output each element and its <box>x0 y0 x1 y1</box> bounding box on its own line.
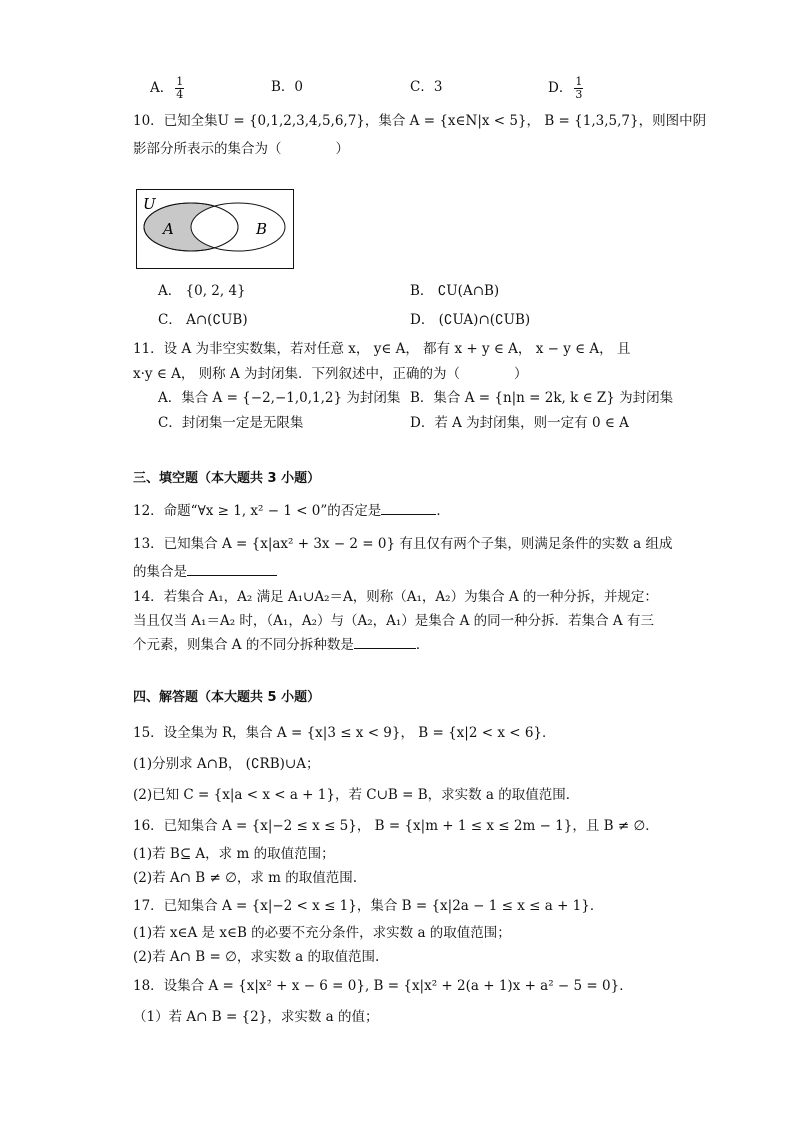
q11-stem-line2: x·y ∈ A， 则称 A 为封闭集．下列叙述中，正确的为（ ） <box>133 366 528 382</box>
q10-option-a: A． {0, 2, 4} <box>158 283 246 299</box>
section-heading-fill-in: 三、填空题（本大题共 3 小题） <box>133 471 321 486</box>
q11-option-b: B．集合 A = {n|n = 2k, k ∈ Z} 为封闭集 <box>410 390 674 406</box>
option-a <box>150 76 184 101</box>
q10-option-b: B． ∁U(A∩B) <box>410 283 500 299</box>
option-b: B．0 <box>271 79 304 95</box>
q18-part1: （1）若 A∩ B = {2}，求实数 a 的值； <box>133 1009 379 1025</box>
set-b-label: B <box>256 220 268 238</box>
q10-stem-line2: 影部分所表示的集合为（ ） <box>133 141 349 157</box>
venn-diagram <box>136 189 296 271</box>
section-heading-answer: 四、解答题（本大题共 5 小题） <box>133 690 321 705</box>
fraction-one-third: $\frac{1}{3}$ <box>575 75 583 101</box>
q13-stem-line2: 的集合是 <box>133 563 277 581</box>
q14-stem-line2: 当且仅当 A₁＝A₂ 时，（A₁，A₂）与（A₂，A₁）是集合 A 的同一种分拆．若集合 A 有三 <box>133 613 654 629</box>
q12-stem: 12．命题“∀x ≥ 1, x² − 1 < 0”的否定是 ． <box>133 503 450 519</box>
q11-stem-line1: 11．设 A 为非空实数集，若对任意 x， y∈ A， 都有 x + y ∈ A， x − y ∈ A， 且 <box>133 341 631 357</box>
q17-part2: (2)若 A∩ B = ∅，求实数 a 的取值范围. <box>133 949 380 965</box>
q13-stem-line1: 13．已知集合 A = {x|ax² + 3x − 2 = 0} 有且仅有两个子集，则满足条件的实数 a 组成 <box>133 536 673 552</box>
q17-stem: 17．已知集合 A = {x|−2 < x ≤ 1}，集合 B = {x|2a − 1 ≤ x ≤ a + 1}． <box>133 898 604 914</box>
answer-blank <box>354 636 416 649</box>
q14-stem-line1: 14．若集合 A₁，A₂ 满足 A₁∪A₂＝A，则称（A₁，A₂）为集合 A 的一种分拆，并规定： <box>133 589 658 605</box>
set-a-label: A <box>163 220 174 238</box>
option-c: C．3 <box>410 79 443 95</box>
q16-stem: 16．已知集合 A = {x|−2 ≤ x ≤ 5}， B = {x|m + 1 ≤ x ≤ 2m − 1}，且 B ≠ ∅． <box>133 818 659 834</box>
option-d <box>548 76 583 101</box>
q16-part1: (1)若 B⊆ A，求 m 的取值范围； <box>133 846 335 862</box>
q11-option-a: A．集合 A = {−2,−1,0,1,2} 为封闭集 <box>158 390 401 406</box>
option-a-label: A． <box>150 80 174 96</box>
answer-blank <box>381 502 436 515</box>
universe-label: U <box>143 195 156 213</box>
q17-part1: (1)若 x∈A 是 x∈B 的必要不充分条件，求实数 a 的取值范围； <box>133 925 511 941</box>
fraction-one-quarter: $\frac{1}{4}$ <box>176 75 184 101</box>
q10-option-c: C． A∩(∁UB) <box>158 312 248 328</box>
q10-stem-line1: 10．已知全集U = {0,1,2,3,4,5,6,7}，集合 A = {x∈N|x < 5}， B = {1,3,5,7}，则图中阴 <box>133 113 707 129</box>
q10-option-d: D． (∁UA)∩(∁UB) <box>410 312 531 328</box>
q16-part2: (2)若 A∩ B ≠ ∅，求 m 的取值范围. <box>133 870 358 886</box>
q11-option-d: D．若 A 为封闭集，则一定有 0 ∈ A <box>410 415 629 431</box>
q11-option-c: C．封闭集一定是无限集 <box>158 415 304 431</box>
answer-blank <box>187 563 277 576</box>
q15-stem: 15．设全集为 R，集合 A = {x|3 ≤ x < 9}， B = {x|2 < x < 6}． <box>133 725 556 741</box>
option-d-label: D． <box>548 80 573 96</box>
q15-part1: (1)分别求 A∩B， (∁RB)∪A； <box>133 756 320 772</box>
q14-stem-line3: 个元素，则集合 A 的不同分拆种数是 ． <box>133 637 430 653</box>
q18-stem: 18．设集合 A = {x|x² + x − 6 = 0}, B = {x|x² + 2(a + 1)x + a² − 5 = 0}． <box>133 978 633 994</box>
q15-part2: (2)已知 C = {x|a < x < a + 1}，若 C∪B = B，求实数 a 的取值范围． <box>133 787 580 803</box>
